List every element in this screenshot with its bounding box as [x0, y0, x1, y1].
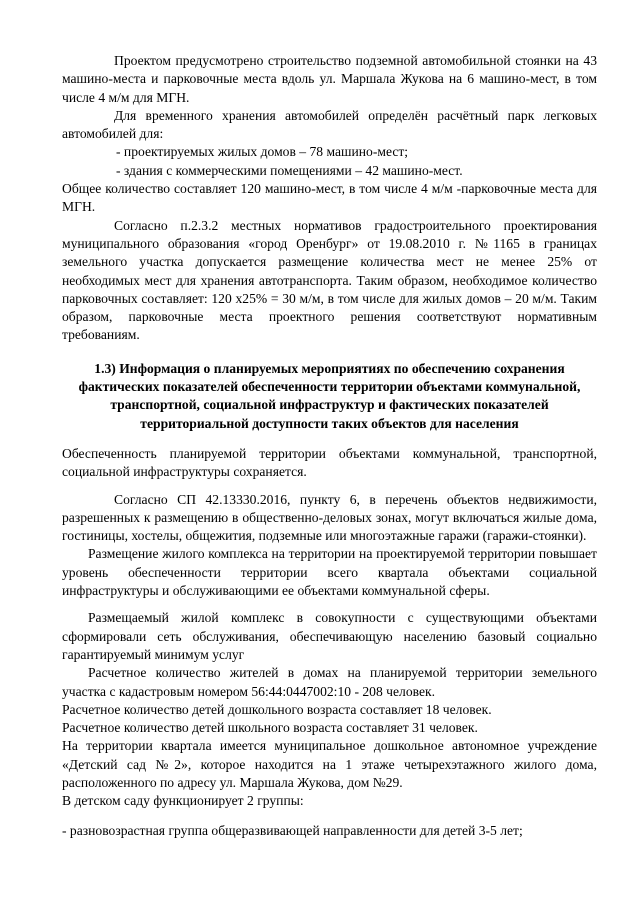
paragraph-preschool-count: Расчетное количество детей дошкольного возраста составляет 18 человек.: [62, 701, 492, 717]
paragraph-total-count: Общее количество составляет 120 машино-мест, в том числе 4 м/м -парковочные места для МГН.: [62, 181, 597, 215]
document-page: [62, 52, 597, 840]
paragraph-school-count: Расчетное количество детей школьного возраста составляет 31 человек.: [62, 720, 478, 736]
paragraph-service-network: Размещаемый жилой комплекс в совокупности с существующими объектами сформировали сеть обслуживания, обеспечивающую населению базовый социально гарантируемый минимум услуг: [62, 610, 597, 662]
paragraph-norms: Согласно п.2.3.2 местных нормативов градостроительного проектирования муниципального образования «город Оренбург» от 19.08.2010 г. №1165 в границах земельного участка допускается размещение количества мест не менее 25% от необходимых мест для хранения автотранспорта. Таким образом, необходимое количество парковочных составляет: 120 х25% = 30 м/м, в том числе для жилых домов – 20 м/м. Таким образом, парковочные места проектного решения соответствуют нормативным требованиям.: [62, 217, 597, 343]
paragraph-provision: Обеспеченность планируемой территории объектами коммунальной, транспортной, социальной инфраструктуры сохраняется.: [62, 445, 597, 480]
list-item-mixed-age-group: - разновозрастная группа общеразвивающей направленности для детей 3-5 лет;: [62, 822, 523, 838]
paragraph-complex-placement: Размещение жилого комплекса на территории на проектируемой территории повышает уровень обеспеченности территории всего квартала объектами социальной инфраструктуры и обслуживающими ее объектами коммунальной сферы.: [62, 546, 597, 599]
paragraph-temporary-storage: Для временного хранения автомобилей определён расчётный парк легковых автомобилей для:: [62, 107, 597, 142]
paragraph-kindergarten: На территории квартала имеется муниципальное дошкольное автономное учреждение «Детский сад №2», которое находится на 1 этаже четырехэтажного жилого дома, расположенного по адресу ул. Маршала Жукова, дом №29.: [62, 738, 597, 790]
paragraph-residents-count: Расчетное количество жителей в домах на планируемой территории земельного участка с кадастровым номером 56:44:0447002:10 - 208 человек.: [62, 665, 597, 699]
paragraph-sp-reference: Согласно СП 42.13330.2016, пункту 6, в перечень объектов недвижимости, разрешенных к размещению в общественно-деловых зонах, могут включаться жилые дома, гостиницы, хостелы, общежития, подземные или многоэтажные гаражи (гаражи-стоянки).: [62, 491, 597, 544]
paragraph-parking-project: Проектом предусмотрено строительство подземной автомобильной стоянки на 43 машино-места и парковочные места вдоль ул. Маршала Жукова на 6 машино-мест, в том числе 4 м/м для МГН.: [62, 53, 597, 105]
list-item-commercial: - здания с коммерческими помещениями – 42 машино-мест.: [116, 162, 463, 178]
section-heading: 1.3) Информация о планируемых мероприятиях по обеспечению сохранения фактических показателей обеспеченности территории объектами коммунальной, транспортной, социальной инфраструктур и фактических показателей территориальной доступности таких объектов для населения: [78, 360, 581, 431]
list-item-residential: - проектируемых жилых домов – 78 машино-мест;: [116, 144, 409, 160]
paragraph-groups: В детском саду функционирует 2 группы:: [62, 793, 304, 809]
